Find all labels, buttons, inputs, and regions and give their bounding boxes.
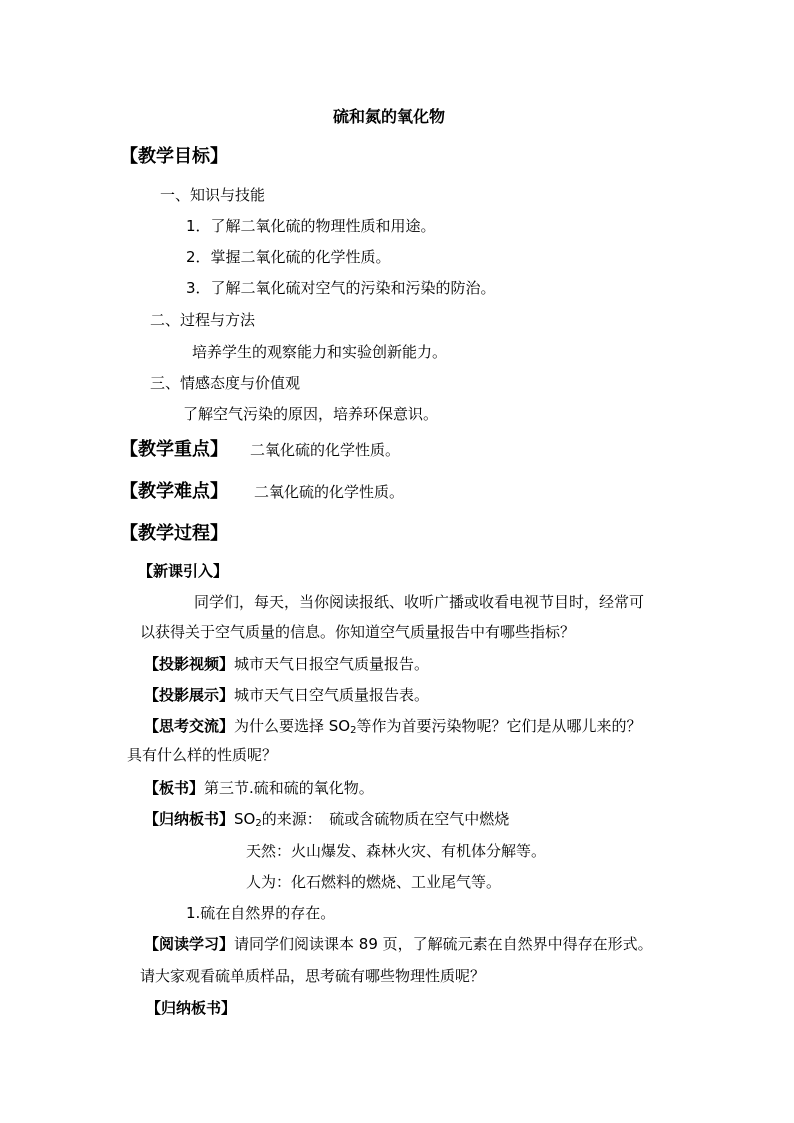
summary-natural: 天然：火山爆发、森林火灾、有机体分解等。: [246, 842, 547, 860]
summary-so2: SO: [234, 810, 256, 828]
point-1: 1.硫在自然界的存在。: [186, 904, 336, 922]
objective-section-2-heading: 二、过程与方法: [150, 311, 256, 329]
intro-line-1: 同学们，每天，当你阅读报纸、收听广播或收看电视节目时，经常可: [194, 593, 645, 611]
reading-text: 请同学们阅读课本 89 页，了解硫元素在自然界中得存在形式。: [234, 935, 653, 953]
summary-row: [144, 809, 509, 829]
board-text: 第三节.硫和硫的氧化物。: [204, 779, 374, 797]
think-label: 【思考交流】: [144, 717, 235, 735]
objective-section-3-heading: 三、情感态度与价值观: [150, 374, 301, 392]
page-title: 硫和氮的氧化物: [333, 107, 446, 126]
process-heading: 【教学过程】: [120, 523, 228, 544]
difficulty-text: 二氧化硫的化学性质。: [254, 483, 405, 501]
summary2-label: 【归纳板书】: [146, 999, 237, 1017]
objective-item-2: 2．掌握二氧化硫的化学性质。: [186, 248, 391, 266]
objective-item-3: 3．了解二氧化硫对空气的污染和污染的防治。: [186, 279, 496, 297]
show-text: 城市天气日空气质量报告表。: [234, 686, 430, 704]
objectives-heading: 【教学目标】: [120, 146, 228, 167]
key-point-text: 二氧化硫的化学性质。: [250, 441, 401, 459]
video-text: 城市天气日报空气质量报告。: [234, 655, 430, 673]
reading-label: 【阅读学习】: [144, 935, 235, 953]
objective-item-1: 1．了解二氧化硫的物理性质和用途。: [186, 217, 436, 235]
think-text-a: 为什么要选择 SO: [234, 717, 351, 735]
video-label: 【投影视频】: [144, 655, 235, 673]
reading-line-2: 请大家观看硫单质样品，思考硫有哪些物理性质呢？: [140, 967, 486, 985]
summary-label: 【归纳板书】: [144, 810, 235, 828]
intro-line-2: 以获得关于空气质量的信息。你知道空气质量报告中有哪些指标？: [140, 623, 576, 641]
show-row: [144, 685, 429, 705]
objective-section-3-text: 了解空气污染的原因，培养环保意识。: [183, 405, 439, 423]
think-row: [144, 716, 642, 736]
think-text-b: 等作为首要污染物呢？它们是从哪儿来的？: [356, 717, 642, 735]
board-label: 【板书】: [144, 779, 205, 797]
video-row: [144, 654, 429, 674]
intro-label: 【新课引入】: [138, 562, 229, 580]
difficulty-label: 【教学难点】: [120, 481, 228, 502]
show-label: 【投影展示】: [144, 686, 235, 704]
summary-human: 人为：化石燃料的燃烧、工业尾气等。: [246, 873, 502, 891]
summary-source: 的来源： 硫或含硫物质在空气中燃烧: [261, 810, 510, 828]
key-point-label: 【教学重点】: [120, 439, 228, 460]
difficulty-row: [120, 482, 404, 502]
objective-section-2-text: 培养学生的观察能力和实验创新能力。: [192, 343, 448, 361]
think-sub: 2: [350, 725, 357, 736]
board-row: [144, 778, 374, 798]
reading-row: [144, 934, 653, 954]
objective-section-1-heading: 一、知识与技能: [160, 186, 266, 204]
summary-sub: 2: [255, 818, 262, 829]
key-point-row: [120, 440, 400, 460]
think-line-2: 具有什么样的性质呢？: [127, 746, 278, 764]
